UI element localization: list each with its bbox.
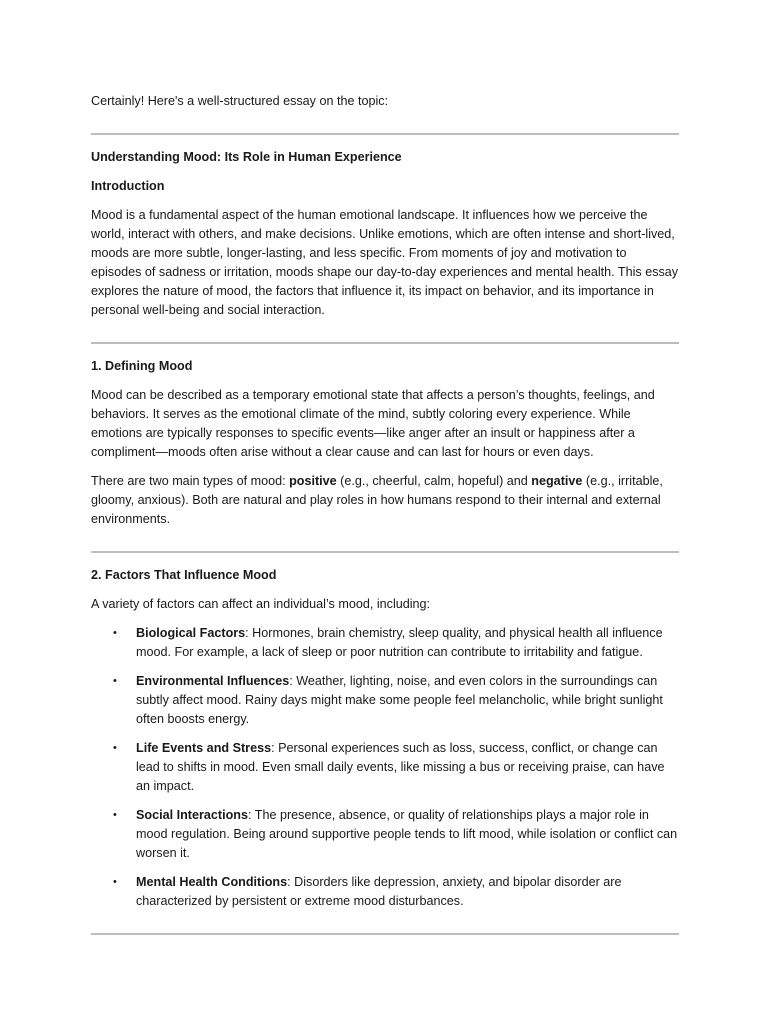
negative-term: negative [531,474,583,488]
factors-lead-paragraph: A variety of factors can affect an individual’s mood, including: [91,597,431,611]
introduction-heading: Introduction [91,179,165,193]
factor-term: Social Interactions [136,808,248,822]
para-text: There are two main types of mood: [91,474,290,488]
factor-term: Biological Factors [136,626,246,640]
defining-mood-paragraph-1: Mood can be described as a temporary emotional state that affects a person’s thoughts, feelings, and behaviors. It serves as the emotional climate of the mind, subtly coloring every experience. While emotions are typically responses to specific events—like anger after an insult or happiness after a compliment—moods often arise without a clear cause and can last for hours or even days. [91,388,655,459]
bullet-icon: • [113,742,117,754]
bullet-icon: • [113,876,117,888]
list-item [91,672,679,729]
factor-description: : Disorders like depression, anxiety, and bipolar disorder are characterized by persistent or extreme mood disturbances. [136,875,622,908]
factor-term: Environmental Influences [136,674,290,688]
factor-description: : Weather, lighting, noise, and even colors in the surroundings can subtly affect mood. Rainy days might make some people feel melancholic, while bright sunlight often boosts energy. [136,674,663,726]
essay-document [91,92,679,935]
factor-term: Mental Health Conditions [136,875,288,889]
opening-line: Certainly! Here's a well-structured essay on the topic: [91,94,389,108]
factors-list [91,624,679,911]
para-text: (e.g., irritable, gloomy, anxious). Both are natural and play roles in how humans respond to their internal and external environments. [91,474,663,526]
divider [91,133,679,135]
divider [91,933,679,935]
divider [91,342,679,344]
bullet-icon: • [113,809,117,821]
factor-description: : The presence, absence, or quality of relationships plays a major role in mood regulation. Being around supportive people tends to lift mood, while isolation or conflict can worsen it. [136,808,678,860]
para-text: (e.g., cheerful, calm, hopeful) and [336,474,532,488]
factor-term: Life Events and Stress [136,741,272,755]
list-item [91,624,679,662]
list-item [91,806,679,863]
essay-title: Understanding Mood: Its Role in Human Experience [91,150,402,164]
bullet-icon: • [113,675,117,687]
bullet-icon: • [113,627,117,639]
list-item [91,739,679,796]
defining-mood-paragraph-2 [91,472,679,529]
positive-term: positive [289,474,337,488]
divider [91,551,679,553]
factor-description: : Hormones, brain chemistry, sleep quality, and physical health all influence mood. For example, a lack of sleep or poor nutrition can contribute to irritability and fatigue. [136,626,663,659]
introduction-paragraph: Mood is a fundamental aspect of the human emotional landscape. It influences how we perceive the world, interact with others, and make decisions. Unlike emotions, which are often intense and short-lived, moods are more subtle, longer-lasting, and less specific. From moments of joy and motivation to episodes of sadness or irritation, moods shape our day-to-day experiences and mental health. This essay explores the nature of mood, the factors that influence it, its impact on behavior, and its importance in personal well-being and social interaction. [91,208,679,317]
section-heading-defining-mood: 1. Defining Mood [91,359,193,373]
factor-description: : Personal experiences such as loss, success, conflict, or change can lead to shifts in mood. Even small daily events, like missing a bus or receiving praise, can have an impact. [136,741,665,793]
list-item [91,873,679,911]
section-heading-factors: 2. Factors That Influence Mood [91,568,277,582]
